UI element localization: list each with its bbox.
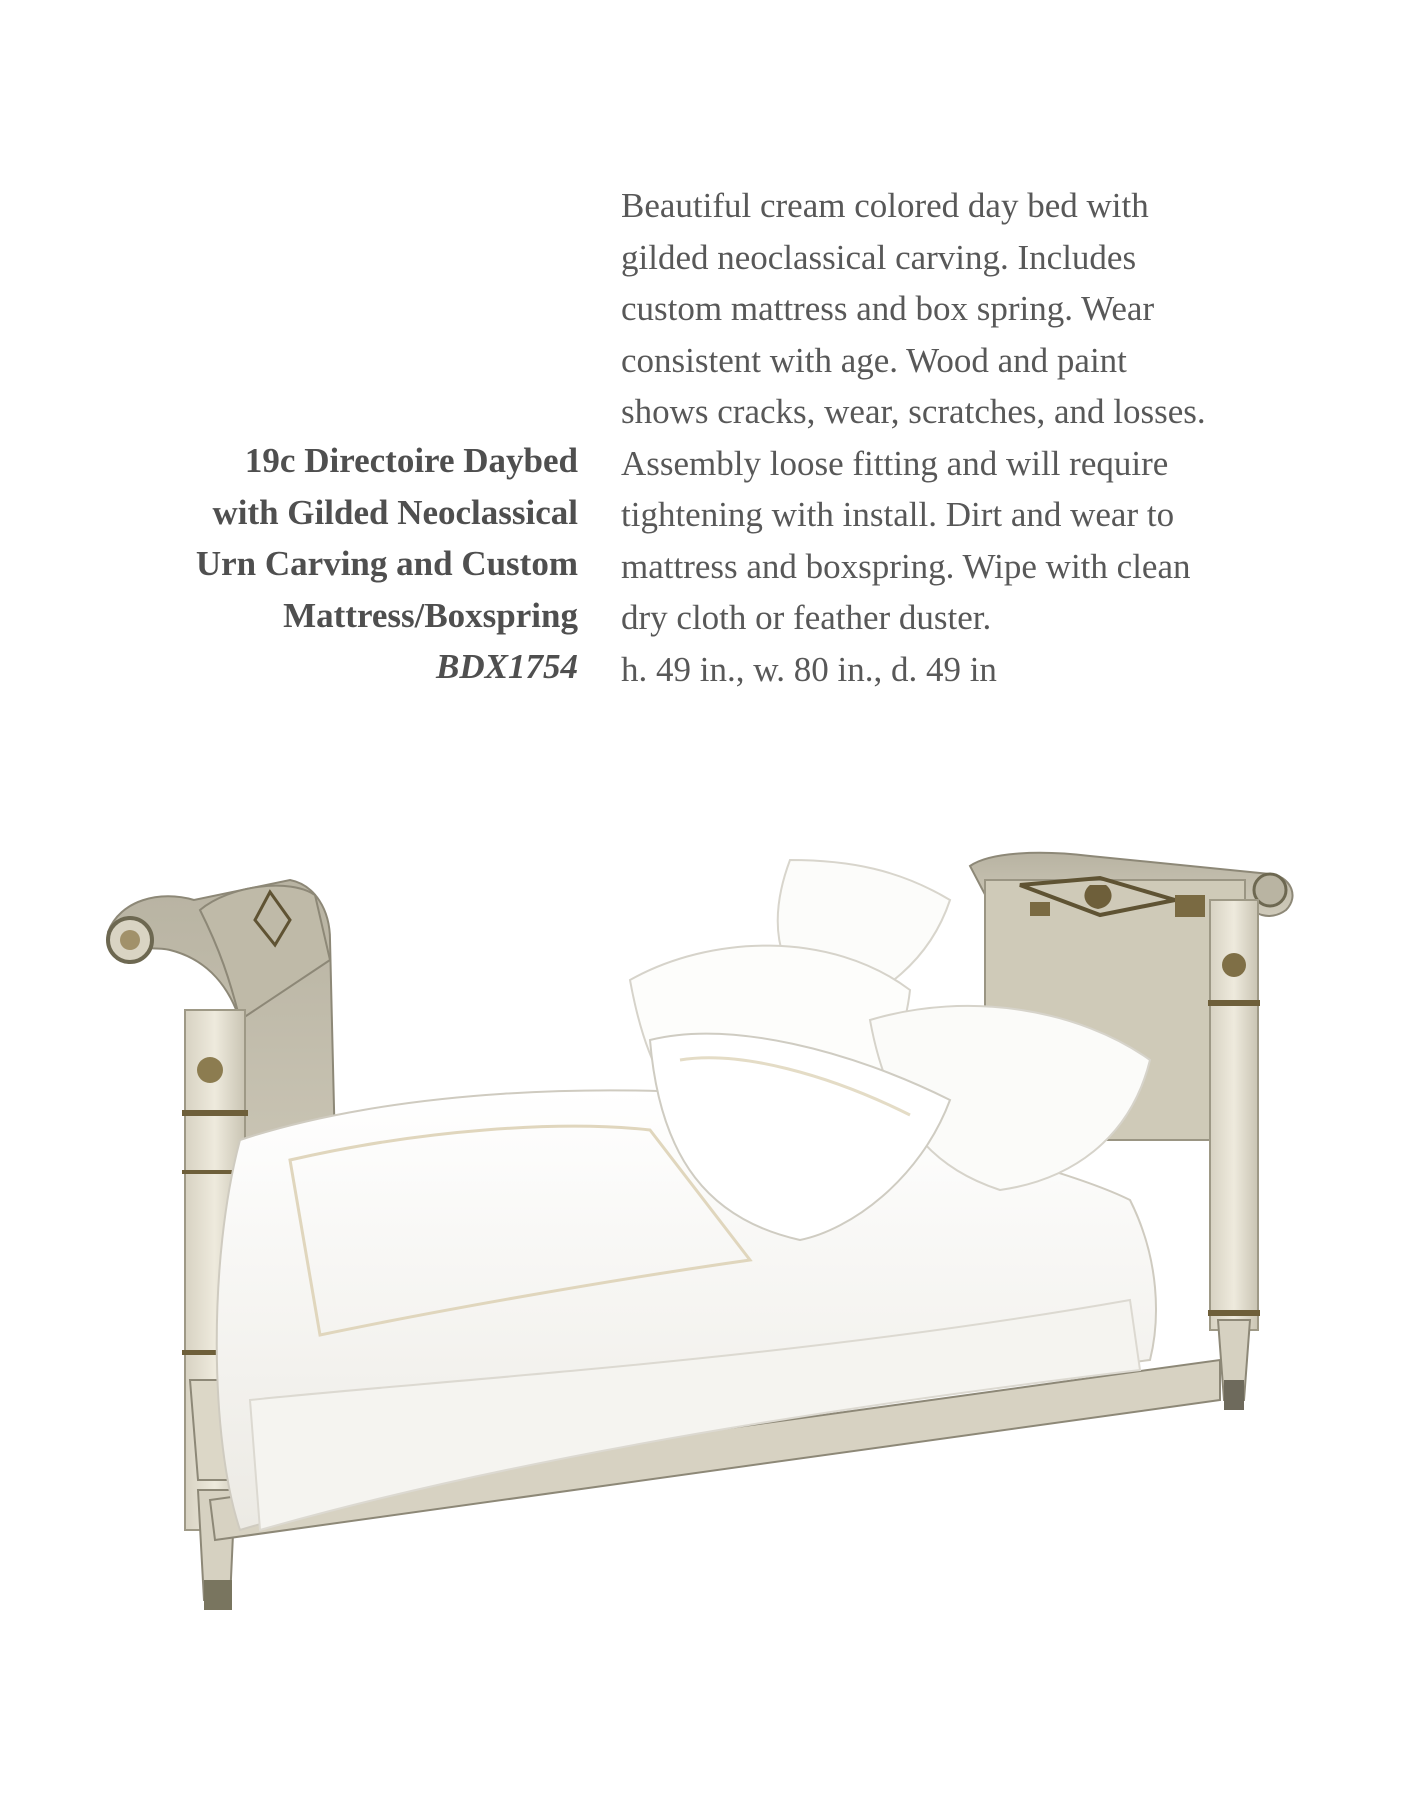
description-line: Beautiful cream colored day bed with xyxy=(621,186,1149,225)
description-line: consistent with age. Wood and paint xyxy=(621,340,1127,380)
product-description xyxy=(621,180,1301,695)
product-sku: BDX1754 xyxy=(436,647,578,686)
description-line: Assembly loose fitting and will require xyxy=(621,443,1169,483)
description-line: gilded neoclassical carving. Includes xyxy=(621,237,1137,277)
right-post xyxy=(1208,900,1260,1410)
description-line: dry cloth or feather duster. xyxy=(621,598,992,637)
daybed-photo xyxy=(90,840,1330,1660)
description-line: custom mattress and box spring. Wear xyxy=(621,289,1155,328)
daybed-illustration xyxy=(90,840,1330,1660)
description-line: tightening with install. Dirt and wear to xyxy=(621,495,1175,534)
product-title-line: Mattress/Boxspring xyxy=(283,595,578,635)
product-dimensions: h. 49 in., w. 80 in., d. 49 in xyxy=(621,649,997,689)
description-line: shows cracks, wear, scratches, and losses. xyxy=(621,392,1206,431)
product-title-line: Urn Carving and Custom xyxy=(195,544,578,583)
description-line: mattress and boxspring. Wipe with clean xyxy=(621,546,1191,586)
product-title-line: with Gilded Neoclassical xyxy=(212,492,578,532)
product-title-line: 19c Directoire Daybed xyxy=(244,441,578,480)
product-title xyxy=(120,435,578,693)
